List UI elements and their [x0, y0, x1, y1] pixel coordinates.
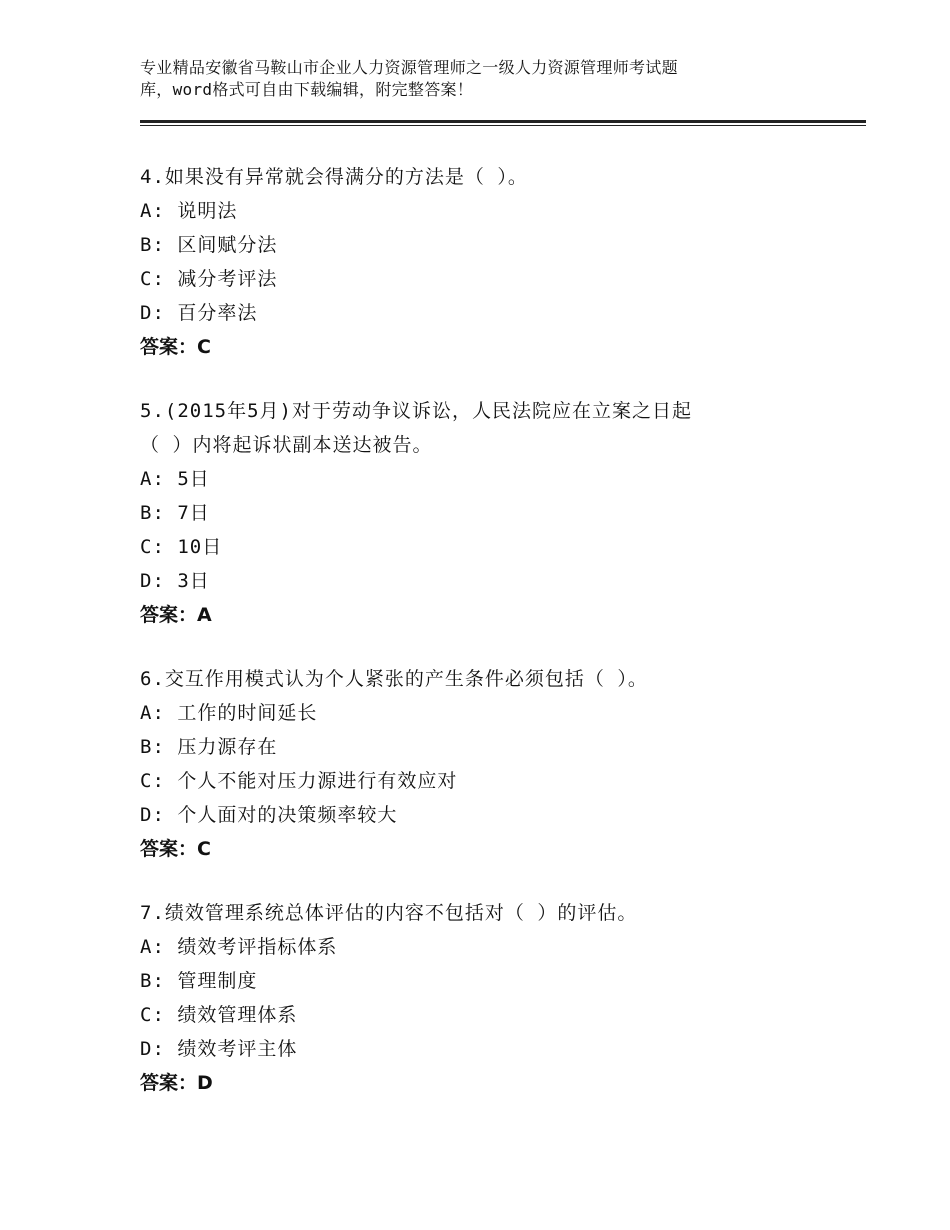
option-a: A: 说明法 [140, 200, 238, 222]
header-divider-thick [140, 120, 866, 123]
answer-line: 答案：C [140, 336, 211, 358]
header-divider-thin [140, 125, 866, 126]
option-c: C: 减分考评法 [140, 268, 278, 290]
option-c: C: 绩效管理体系 [140, 1004, 298, 1026]
option-b: B: 管理制度 [140, 970, 258, 992]
header-title-line-1: 专业精品安徽省马鞍山市企业人力资源管理师之一级人力资源管理师考试题 [140, 58, 678, 77]
answer-line: 答案：C [140, 838, 211, 860]
answer-line: 答案：D [140, 1072, 213, 1094]
option-c: C: 个人不能对压力源进行有效应对 [140, 770, 458, 792]
question-4 [140, 160, 860, 364]
option-b: B: 7日 [140, 502, 210, 524]
option-a: A: 绩效考评指标体系 [140, 936, 338, 958]
question-6 [140, 662, 860, 866]
option-c: C: 10日 [140, 536, 223, 558]
option-d: D: 3日 [140, 570, 210, 592]
header-title-line-2: 库，word格式可自由下载编辑，附完整答案！ [140, 80, 474, 99]
option-b: B: 压力源存在 [140, 736, 278, 758]
question-stem: 6.交互作用模式认为个人紧张的产生条件必须包括（ ）。 [140, 668, 648, 690]
option-a: A: 5日 [140, 468, 210, 490]
option-d: D: 绩效考评主体 [140, 1038, 298, 1060]
option-d: D: 百分率法 [140, 302, 258, 324]
question-stem: 7.绩效管理系统总体评估的内容不包括对（ ）的评估。 [140, 902, 638, 924]
option-a: A: 工作的时间延长 [140, 702, 318, 724]
question-stem: 4.如果没有异常就会得满分的方法是（ ）。 [140, 166, 528, 188]
question-5 [140, 394, 860, 632]
document-header [140, 57, 840, 101]
option-d: D: 个人面对的决策频率较大 [140, 804, 398, 826]
question-stem-continued: （ ）内将起诉状副本送达被告。 [140, 434, 433, 456]
question-stem: 5.(2015年5月)对于劳动争议诉讼，人民法院应在立案之日起 [140, 400, 692, 422]
answer-line: 答案：A [140, 604, 212, 626]
option-b: B: 区间赋分法 [140, 234, 278, 256]
question-list [140, 160, 860, 1130]
question-7 [140, 896, 860, 1100]
